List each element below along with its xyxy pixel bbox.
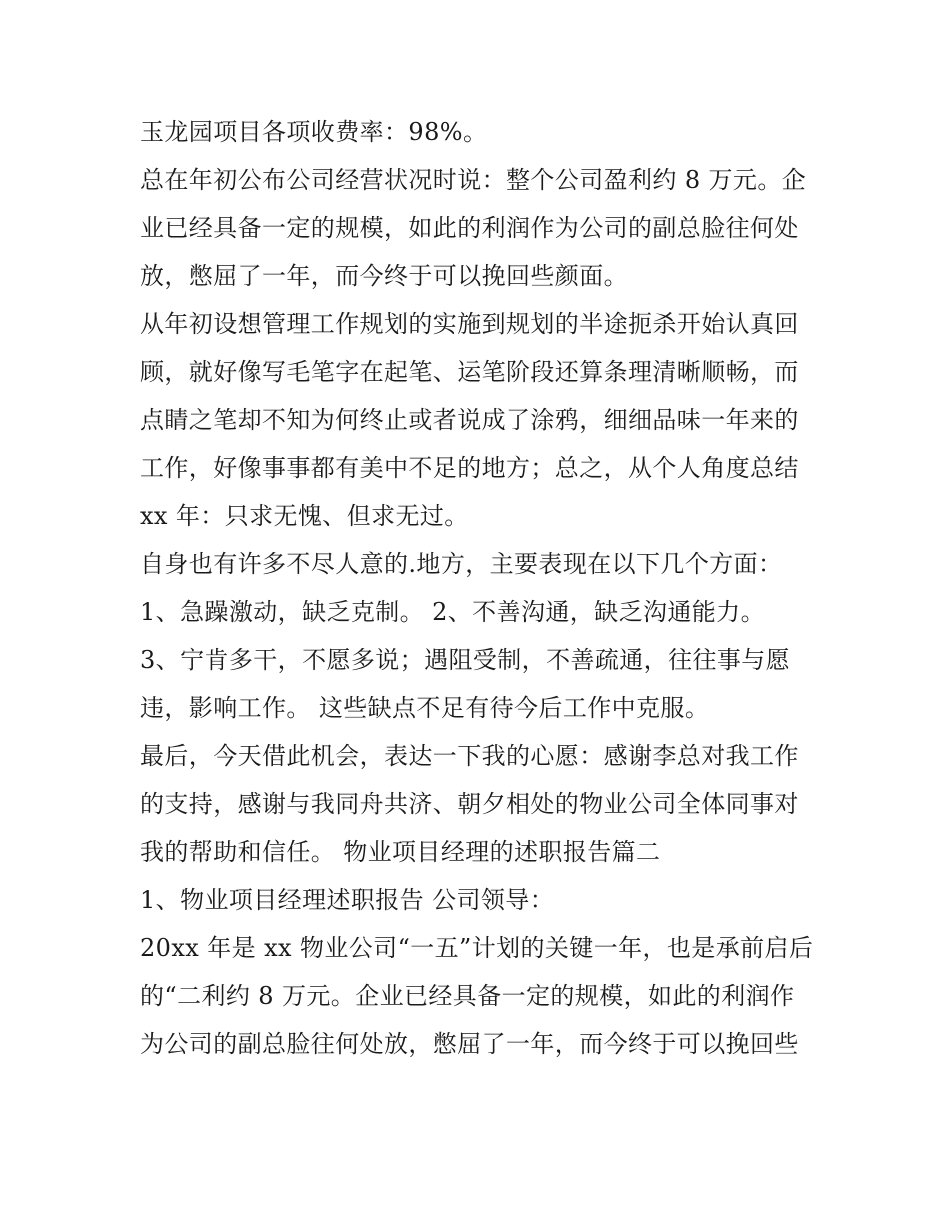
text-line: 玉龙园项目各项收费率：98%。 (140, 118, 488, 146)
text-line: 从年初设想管理工作规划的实施到规划的半途扼杀开始认真回 (140, 310, 799, 338)
text-line: 点睛之笔却不知为何终止或者说成了涂鸦，细细品味一年来的 (140, 406, 799, 434)
text-line: 最后，今天借此机会，表达一下我的心愿：感谢李总对我工作 (140, 742, 799, 770)
document-body (140, 108, 820, 1068)
text-line: 工作，好像事事都有美中不足的地方；总之，从个人角度总结 (140, 454, 799, 482)
text-line: 的支持，感谢与我同舟共济、朝夕相处的物业公司全体同事对 (140, 790, 799, 818)
text-line: 1、急躁激动，缺乏克制。 2、不善沟通，缺乏沟通能力。 (140, 598, 765, 626)
text-line: 放，憋屈了一年，而今终于可以挽回些颜面。 (140, 262, 628, 290)
text-line: 1、物业项目经理述职报告 公司领导： (140, 886, 555, 914)
text-line: xx 年：只求无愧、但求无过。 (140, 502, 469, 530)
text-line: 为公司的副总脸往何处放，憋屈了一年，而今终于可以挽回些 (140, 1030, 799, 1058)
text-line: 违，影响工作。 这些缺点不足有待今后工作中克服。 (140, 694, 710, 722)
text-line: 总在年初公布公司经营状况时说：整个公司盈利约 8 万元。企 (140, 166, 807, 194)
text-line: 的“二利约 8 万元。企业已经具备一定的规模，如此的利润作 (140, 982, 795, 1010)
text-line: 自身也有许多不尽人意的.地方，主要表现在以下几个方面： (140, 550, 783, 578)
text-line: 我的帮助和信任。 物业项目经理的述职报告篇二 (140, 838, 661, 866)
text-line: 20xx 年是 xx 物业公司“一五”计划的关键一年，也是承前启后 (140, 934, 814, 962)
text-line: 业已经具备一定的规模，如此的利润作为公司的副总脸往何处 (140, 214, 799, 242)
text-line: 3、宁肯多干，不愿多说；遇阻受制，不善疏通，往往事与愿 (140, 646, 791, 674)
text-line: 顾，就好像写毛笔字在起笔、运笔阶段还算条理清晰顺畅，而 (140, 358, 799, 386)
